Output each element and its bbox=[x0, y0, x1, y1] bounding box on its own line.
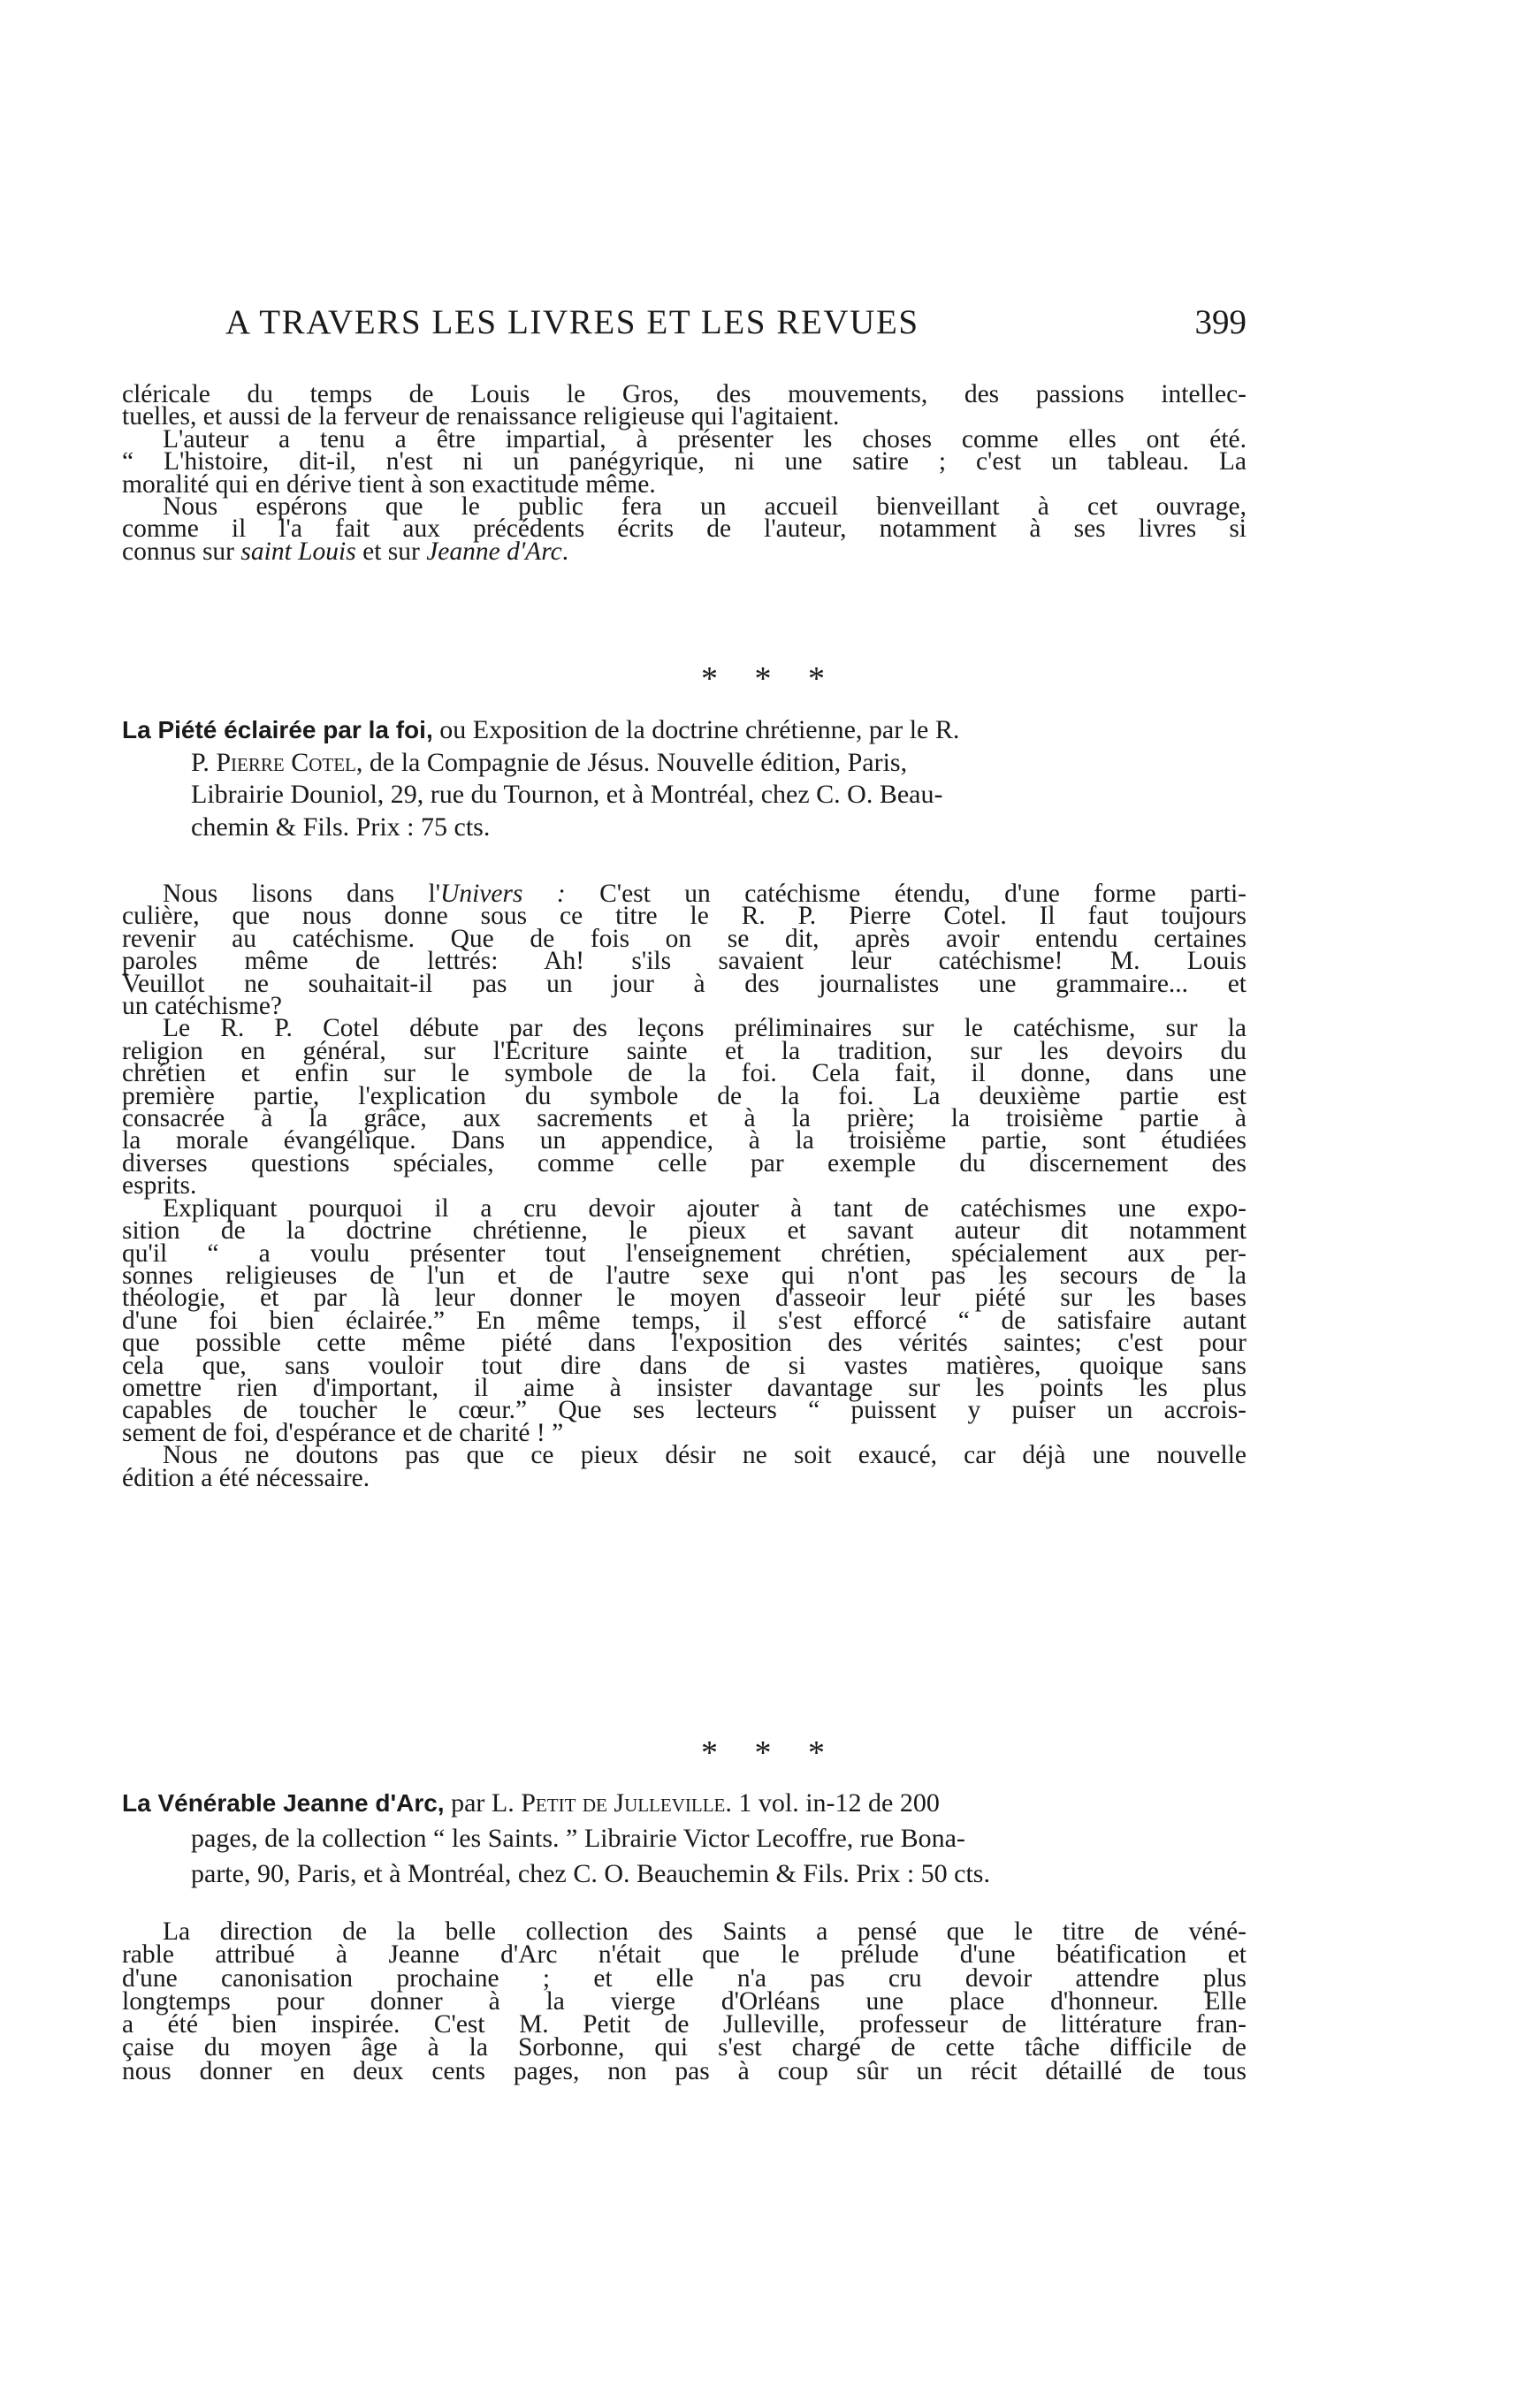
continuation-text bbox=[122, 380, 1246, 566]
text-line: omettre rien d'important, il aime à insister davantage sur les points les plus bbox=[122, 1373, 1246, 1402]
text-line: Nous ne doutons pas que ce pieux désir ne soit exaucé, car déjà une nouvelle bbox=[163, 1441, 1246, 1470]
review-text bbox=[122, 1917, 1246, 2085]
text-line: nous donner en deux cents pages, non pas à coup sûr un récit détaillé de tous bbox=[122, 2056, 1246, 2085]
text-run: Nous lisons dans l' bbox=[163, 880, 441, 908]
author-name: Petit de Julleville bbox=[521, 1788, 726, 1818]
text-line: d'une canonisation prochaine ; et elle n'a pas cru devoir attendre plus bbox=[122, 1963, 1246, 1993]
text-line: esprits. bbox=[122, 1171, 197, 1200]
section-separator: * * * bbox=[701, 1734, 839, 1772]
text-run: P. bbox=[191, 747, 217, 777]
text-line: revenir au catéchisme. Que de fois on se dit, après avoir entendu certaines bbox=[122, 924, 1246, 953]
entry-line: pages, de la collection “ les Saints. ” Librairie Victor Lecoffre, rue Bona- bbox=[191, 1824, 965, 1853]
entry-line bbox=[122, 714, 1246, 747]
text-line: moralité qui en dérive tient à son exactitude même. bbox=[122, 469, 656, 499]
text-line: première partie, l'explication du symbole de la foi. La deuxième partie est bbox=[122, 1081, 1246, 1110]
entry-line: Librairie Douniol, 29, rue du Tournon, et à Montréal, chez C. O. Beau- bbox=[191, 780, 943, 809]
text-line: paroles même de lettrés: Ah! s'ils savaient leur catéchisme! M. Louis bbox=[122, 947, 1246, 976]
entry-line: parte, 90, Paris, et à Montréal, chez C. O. Beauchemin & Fils. Prix : 50 cts. bbox=[191, 1859, 990, 1888]
text-line: théologie, et par là leur donner le moyen d'asseoir leur piété sur les bases bbox=[122, 1284, 1246, 1313]
text-line: cela que, sans vouloir tout dire dans de si vastes matières, quoique sans bbox=[122, 1351, 1246, 1380]
entry-line bbox=[122, 747, 1246, 780]
text-line: sition de la doctrine chrétienne, le pieux et savant auteur dit notamment bbox=[122, 1216, 1246, 1246]
text-run: . bbox=[561, 537, 569, 566]
italic-title: saint Louis bbox=[240, 537, 356, 566]
text-run: par L. bbox=[444, 1788, 522, 1818]
text-line: consacrée à la grâce, aux sacrements et à la prière; la troisième partie à bbox=[122, 1104, 1246, 1133]
text-run: C'est un catéchisme étendu, d'une forme parti- bbox=[565, 880, 1246, 908]
text-run: et sur bbox=[355, 537, 427, 566]
running-header bbox=[0, 302, 1540, 347]
text-line bbox=[122, 537, 1246, 566]
text-line: qu'il “ a voulu présenter tout l'enseignement chrétien, spécialement aux per- bbox=[122, 1239, 1246, 1268]
entry-title: La Vénérable Jeanne d'Arc, bbox=[122, 1789, 445, 1817]
text-line: un catéchisme? bbox=[122, 992, 283, 1021]
text-run: . 1 vol. in-12 de 200 bbox=[725, 1788, 940, 1818]
text-run: connus sur bbox=[122, 537, 241, 566]
text-line: a été bien inspirée. C'est M. Petit de Julleville, professeur de littérature fran- bbox=[122, 2010, 1246, 2039]
text-line: culière, que nous donne sous ce titre le R. P. Pierre Cotel. Il faut toujours bbox=[122, 902, 1246, 931]
text-line: L'auteur a tenu a être impartial, à présenter les choses comme elles ont été. bbox=[163, 424, 1246, 454]
entry-line bbox=[122, 1786, 1246, 1821]
text-line: diverses questions spéciales, comme celle par exemple du discernement des bbox=[122, 1148, 1246, 1178]
text-line: çaise du moyen âge à la Sorbonne, qui s'est chargé de cette tâche difficile de bbox=[122, 2033, 1246, 2062]
text-line: sonnes religieuses de l'un et de l'autre sexe qui n'ont pas les secours de la bbox=[122, 1261, 1246, 1290]
text-line: La direction de la belle collection des Saints a pensé que le titre de véné- bbox=[163, 1917, 1246, 1946]
text-line: religion en général, sur l'Ecriture sainte et la tradition, sur les devoirs du bbox=[122, 1036, 1246, 1065]
italic-title: Univers : bbox=[440, 880, 566, 908]
review-text bbox=[122, 880, 1246, 1492]
bibliographic-entry bbox=[122, 1786, 1246, 1892]
text-line: la morale évangélique. Dans un appendice, à la troisième partie, sont étudiées bbox=[122, 1126, 1246, 1155]
text-run: , de la Compagnie de Jésus. Nouvelle édition, Paris, bbox=[355, 747, 908, 777]
text-line: capables de toucher le cœur.” Que ses lecteurs “ puissent y puiser un accrois- bbox=[122, 1396, 1246, 1425]
text-line: “ L'histoire, dit-il, n'est ni un panégyrique, ni une satire ; c'est un tableau. La bbox=[122, 447, 1246, 476]
text-line: comme il l'a fait aux précédents écrits de l'auteur, notamment à ses livres si bbox=[122, 514, 1246, 544]
text-run: ou Exposition de la doctrine chrétienne, par le R. bbox=[432, 715, 960, 744]
text-line: Expliquant pourquoi il a cru devoir ajouter à tant de catéchismes une expo- bbox=[163, 1193, 1246, 1223]
bibliographic-entry bbox=[122, 714, 1246, 843]
text-line: édition a été nécessaire. bbox=[122, 1463, 370, 1492]
entry-line: chemin & Fils. Prix : 75 cts. bbox=[191, 812, 491, 842]
entry-title: La Piété éclairée par la foi, bbox=[122, 716, 433, 743]
text-line: sement de foi, d'espérance et de charité ! ” bbox=[122, 1418, 564, 1447]
text-line: Veuillot ne souhaitait-il pas un jour à des journalistes une grammaire... et bbox=[122, 969, 1246, 998]
text-line: Le R. P. Cotel débute par des leçons préliminaires sur le catéchisme, sur la bbox=[163, 1014, 1246, 1043]
page-number: 399 bbox=[1194, 303, 1246, 341]
text-line: cléricale du temps de Louis le Gros, des mouvements, des passions intellec- bbox=[122, 380, 1246, 408]
section-separator: * * * bbox=[701, 660, 839, 697]
text-line: tuelles, et aussi de la ferveur de renaissance religieuse qui l'agitaient. bbox=[122, 402, 840, 431]
text-line: d'une foi bien éclairée.” En même temps, il s'est efforcé “ de satisfaire autant bbox=[122, 1306, 1246, 1335]
text-line: Nous espérons que le public fera un accueil bienveillant à cet ouvrage, bbox=[163, 492, 1246, 522]
italic-title: Jeanne d'Arc bbox=[426, 537, 562, 566]
text-line: que possible cette même piété dans l'exposition des vérités saintes; c'est pour bbox=[122, 1329, 1246, 1358]
text-line: rable attribué à Jeanne d'Arc n'était que le prélude d'une béatification et bbox=[122, 1940, 1246, 1970]
running-title: A TRAVERS LES LIVRES ET LES REVUES bbox=[225, 303, 919, 341]
text-line: longtemps pour donner à la vierge d'Orléans une place d'honneur. Elle bbox=[122, 1986, 1246, 2016]
author-name: Pierre Cotel bbox=[216, 747, 356, 777]
text-line: chrétien et enfin sur le symbole de la foi. Cela fait, il donne, dans une bbox=[122, 1059, 1246, 1088]
